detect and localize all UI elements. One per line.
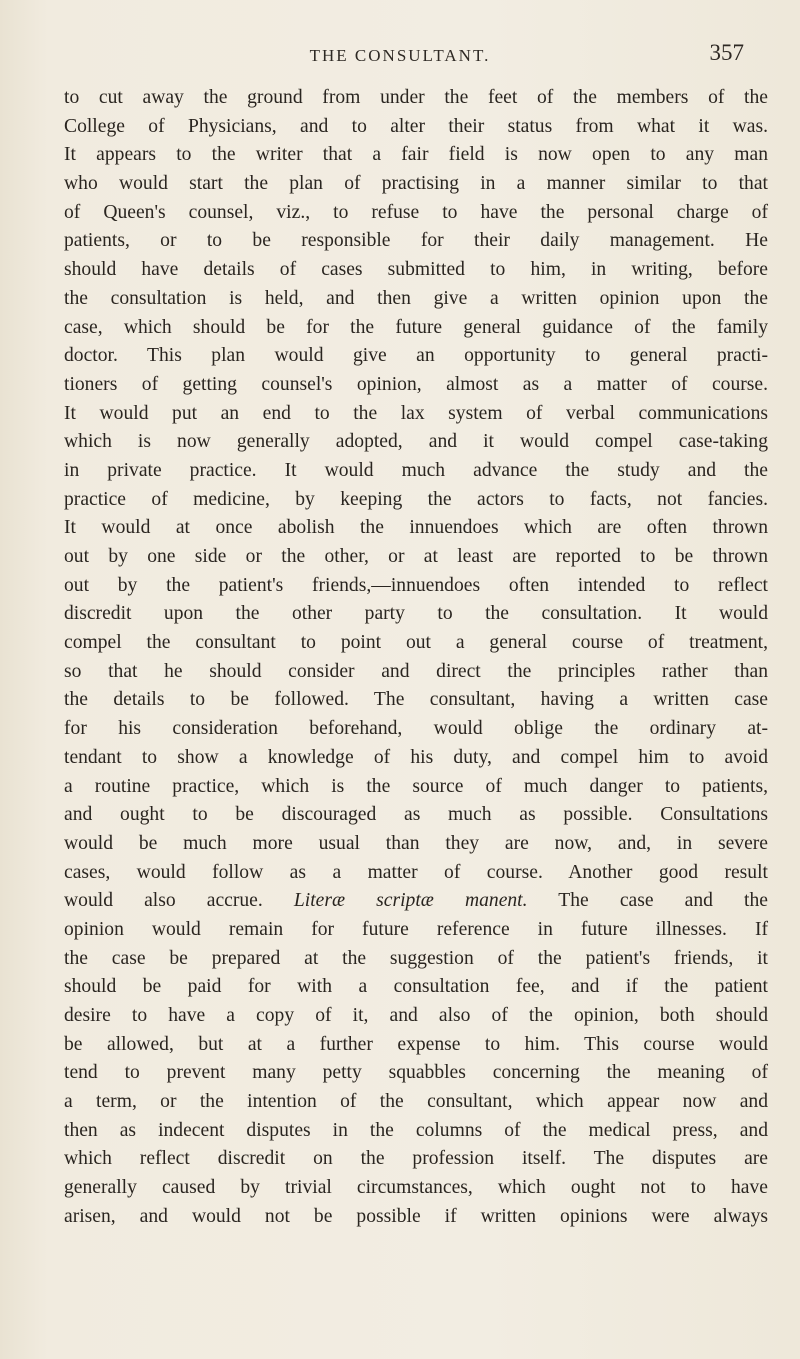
- text-line: should have details of cases submitted to him, in writing, before: [64, 259, 768, 281]
- text-line: would be much more usual than they are now, and, in severe: [64, 832, 768, 854]
- text-line: cases, would follow as a matter of course. Another good result: [64, 861, 768, 883]
- text-line: should be paid for with a consultation fee, and if the patient: [64, 976, 768, 998]
- text-line: and ought to be discouraged as much as possible. Consultations: [64, 804, 768, 826]
- text-line: discredit upon the other party to the consultation. It would: [64, 603, 768, 625]
- text-line: to cut away the ground from under the feet of the members of the: [64, 87, 768, 108]
- text-segment: The case and the: [558, 890, 768, 912]
- text-line: be allowed, but at a further expense to him. This course would: [64, 1033, 768, 1055]
- text-line: so that he should consider and direct the principles rather than: [64, 660, 768, 682]
- text-line: in private practice. It would much advance the study and the: [64, 459, 768, 481]
- text-line: It appears to the writer that a fair field is now open to any man: [64, 144, 768, 166]
- text-line: then as indecent disputes in the columns of the medical press, and: [64, 1119, 768, 1141]
- text-line: a term, or the intention of the consultant, which appear now and: [64, 1091, 768, 1113]
- latin-phrase: Literæ scriptæ manent.: [293, 890, 528, 912]
- text-line: patients, or to be responsible for their daily management. He: [64, 230, 768, 252]
- text-line: the consultation is held, and then give a written opinion upon the: [64, 287, 768, 309]
- text-line: practice of medicine, by keeping the actors to facts, not fancies.: [64, 488, 768, 510]
- text-line: which is now generally adopted, and it would compel case-taking: [64, 431, 768, 453]
- text-line: case, which should be for the future general guidance of the family: [64, 316, 768, 338]
- text-line: tendant to show a knowledge of his duty, and compel him to avoid: [64, 746, 768, 768]
- text-line: College of Physicians, and to alter their status from what it was.: [64, 115, 768, 137]
- text-line: tioners of getting counsel's opinion, almost as a matter of course.: [64, 373, 768, 395]
- text-line: doctor. This plan would give an opportunity to general practi-: [64, 345, 768, 367]
- text-line: of Queen's counsel, viz., to refuse to have the personal charge of: [64, 201, 768, 223]
- text-line: the case be prepared at the suggestion of the patient's friends, it: [64, 947, 768, 969]
- text-line: out by one side or the other, or at least are reported to be thrown: [64, 546, 768, 567]
- text-line: a routine practice, which is the source of much danger to patients,: [64, 775, 768, 797]
- text-line: generally caused by trivial circumstances, which ought not to have: [64, 1177, 768, 1199]
- text-line: tend to prevent many petty squabbles concerning the meaning of: [64, 1062, 768, 1084]
- text-line: out by the patient's friends,—innuendoes often intended to reflect: [64, 574, 768, 596]
- text-line: who would start the plan of practising in a manner similar to that: [64, 173, 768, 195]
- text-line: for his consideration beforehand, would oblige the ordinary at-: [64, 718, 768, 740]
- page-number: 357: [709, 40, 744, 65]
- text-line: desire to have a copy of it, and also of the opinion, both should: [64, 1005, 768, 1026]
- text-line: opinion would remain for future reference in future illnesses. If: [64, 918, 768, 940]
- text-line: arisen, and would not be possible if written opinions were always: [64, 1205, 768, 1227]
- text-line: compel the consultant to point out a general course of treatment,: [64, 632, 768, 654]
- text-line-with-italic: [64, 887, 768, 916]
- text-line: which reflect discredit on the profession itself. The disputes are: [64, 1148, 768, 1170]
- text-line: It would put an end to the lax system of verbal communications: [64, 402, 768, 424]
- text-line: the details to be followed. The consultant, having a written case: [64, 689, 768, 711]
- text-segment: would also accrue.: [64, 890, 263, 912]
- body-text: [64, 84, 768, 1232]
- running-title: THE CONSULTANT.: [309, 46, 491, 65]
- text-line: It would at once abolish the innuendoes which are often thrown: [64, 517, 768, 539]
